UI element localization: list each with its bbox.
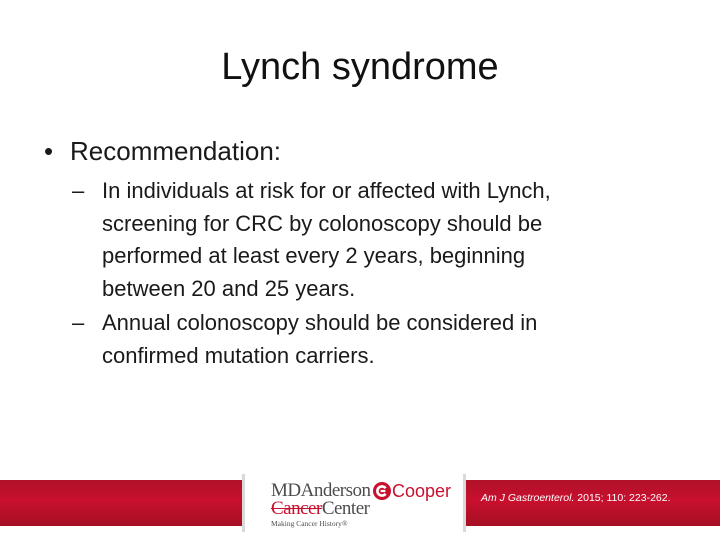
citation bbox=[481, 491, 671, 505]
bullet-recommendation bbox=[44, 133, 664, 169]
citation-journal: Am J Gastroenterol. bbox=[481, 492, 575, 504]
sub-bullet-annual bbox=[72, 307, 664, 372]
logo-cooper-text: Cooper bbox=[392, 481, 452, 501]
sub-bullet-line: Annual colonoscopy should be considered in bbox=[102, 310, 538, 335]
logo-cancer-word: Cancer bbox=[271, 498, 322, 519]
bullet-marker: • bbox=[44, 136, 54, 166]
slide-content bbox=[44, 133, 664, 374]
sub-bullet-list bbox=[72, 175, 664, 372]
bullet-text: Recommendation: bbox=[70, 136, 281, 166]
sub-bullet-line: performed at least every 2 years, beginning bbox=[102, 243, 526, 268]
sub-bullet-line: confirmed mutation carriers. bbox=[102, 342, 375, 368]
footer-bar bbox=[0, 474, 720, 532]
logo-tagline: Making Cancer History® bbox=[271, 519, 348, 528]
sub-bullet-line: screening for CRC by colonoscopy should be bbox=[102, 210, 543, 236]
citation-details: 2015; 110: 223-262. bbox=[574, 492, 671, 504]
dash-marker: – bbox=[72, 310, 85, 335]
slide-title: Lynch syndrome bbox=[221, 46, 499, 88]
logo-md-anderson-text: MDAnderson bbox=[271, 480, 371, 501]
sub-bullet-line: between 20 and 25 years. bbox=[102, 275, 356, 301]
sub-bullet-line: In individuals at risk for or affected with Lynch, bbox=[102, 178, 551, 203]
cooper-c-icon bbox=[373, 482, 391, 500]
logo-center-word: Center bbox=[321, 498, 370, 519]
sub-bullet-screening bbox=[72, 175, 664, 305]
institution-logo bbox=[242, 474, 466, 532]
dash-marker: – bbox=[72, 178, 85, 203]
logo-cancer-center-text bbox=[271, 499, 369, 519]
